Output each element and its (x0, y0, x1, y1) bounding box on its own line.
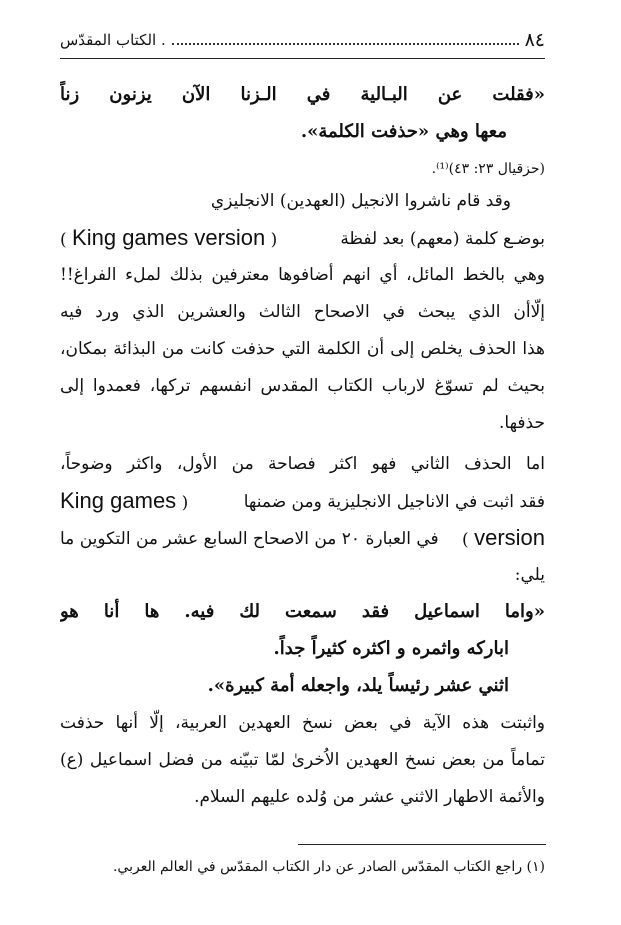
body-line-14: والأئمة الاطهار الاثني عشر من وُلده عليهم السلام. (194, 787, 545, 807)
body-line-12: واثبتت هذه الآية في بعض نسخ العهدين العربية، إلّا أنها حذفت (60, 713, 545, 733)
body-line-1: وقد قام ناشروا الانجيل (العهدين) الانجليزي (210, 191, 511, 211)
running-title: . الكتاب المقدّس (60, 31, 166, 49)
body-line-6: بحيث لم تسوّغ لارباب الكتاب المقدس انفسهم تركها، فعمدوا إلى (60, 376, 545, 396)
body-line-9-arabic: فقد اثبت في الاناجيل الانجليزية ومن ضمنها (243, 492, 545, 512)
body-line-4: إلّاأن الذي يبحث في الاصحاح الثالث والعشرين الذي ورد فيه (60, 302, 545, 322)
quote-line-2: معها وهي «حذفت الكلمة». (300, 121, 507, 142)
citation: (حزقيال ٢٣: ٤٣)⁽¹⁾. (431, 161, 545, 177)
quote2-line-1: «واما اسماعيل فقد سمعت لك فيه. ها أنا هو (60, 601, 545, 622)
footnote: (١) راجع الكتاب المقدّس الصادر عن دار الكتاب المقدّس في العالم العربي. (112, 859, 545, 875)
body-line-2-arabic: بوضـع كلمة (معهم) بعد لفظة (340, 229, 545, 249)
quote2-line-3: اثني عشر رئيساً يلد، واجعله أمة كبيرة». (207, 675, 509, 696)
body-line-11: يلي: (514, 565, 545, 585)
quote-line-1: «فقلت عن البـالية في الـزنا الآن يزنون زناً (60, 84, 545, 105)
quote2-line-2: اباركه واثمره و اكثره كثيراً جداً. (273, 638, 509, 659)
body-line-9-latin: ( King games (60, 488, 189, 513)
kjv-name-2a: King games (60, 488, 177, 513)
body-line-3: وهي بالخط المائل، أي انهم أضافوها معترفين بذلك لملء الفراغ!! (60, 265, 545, 285)
body-line-10-arabic: في العبارة ٢٠ من الاصحاح السابع عشر من التكوين ما (60, 529, 439, 549)
body-line-2 (60, 223, 545, 255)
page-header (60, 28, 545, 52)
body-line-2-latin: ( King games version ) (60, 225, 278, 250)
body-line-8: اما الحذف الثاني فهو اكثر فصاحة من الأول، واكثر وضوحاً، (60, 454, 545, 474)
footnote-rule (298, 844, 546, 845)
header-dot-leader (172, 43, 519, 45)
header-rule (60, 58, 545, 59)
body-line-10 (60, 523, 545, 555)
body-line-7: حذفها. (499, 413, 545, 433)
body-line-13: تماماً من بعض نسخ العهدين الاُخرىٰ لمّا تبيّنه من فضل اسماعيل (ع) (60, 750, 545, 770)
body-line-5: هذا الحذف يخلص إلى أن الكلمة التي حذفت كانت من البذائة بمكان، (60, 339, 545, 359)
body-line-9 (60, 486, 545, 518)
body-line-10-latin: version ) (462, 525, 545, 550)
page-number: ٨٤ (524, 29, 545, 51)
kjv-name-2b: version (474, 525, 545, 550)
kjv-name-1: King games version (72, 225, 266, 250)
